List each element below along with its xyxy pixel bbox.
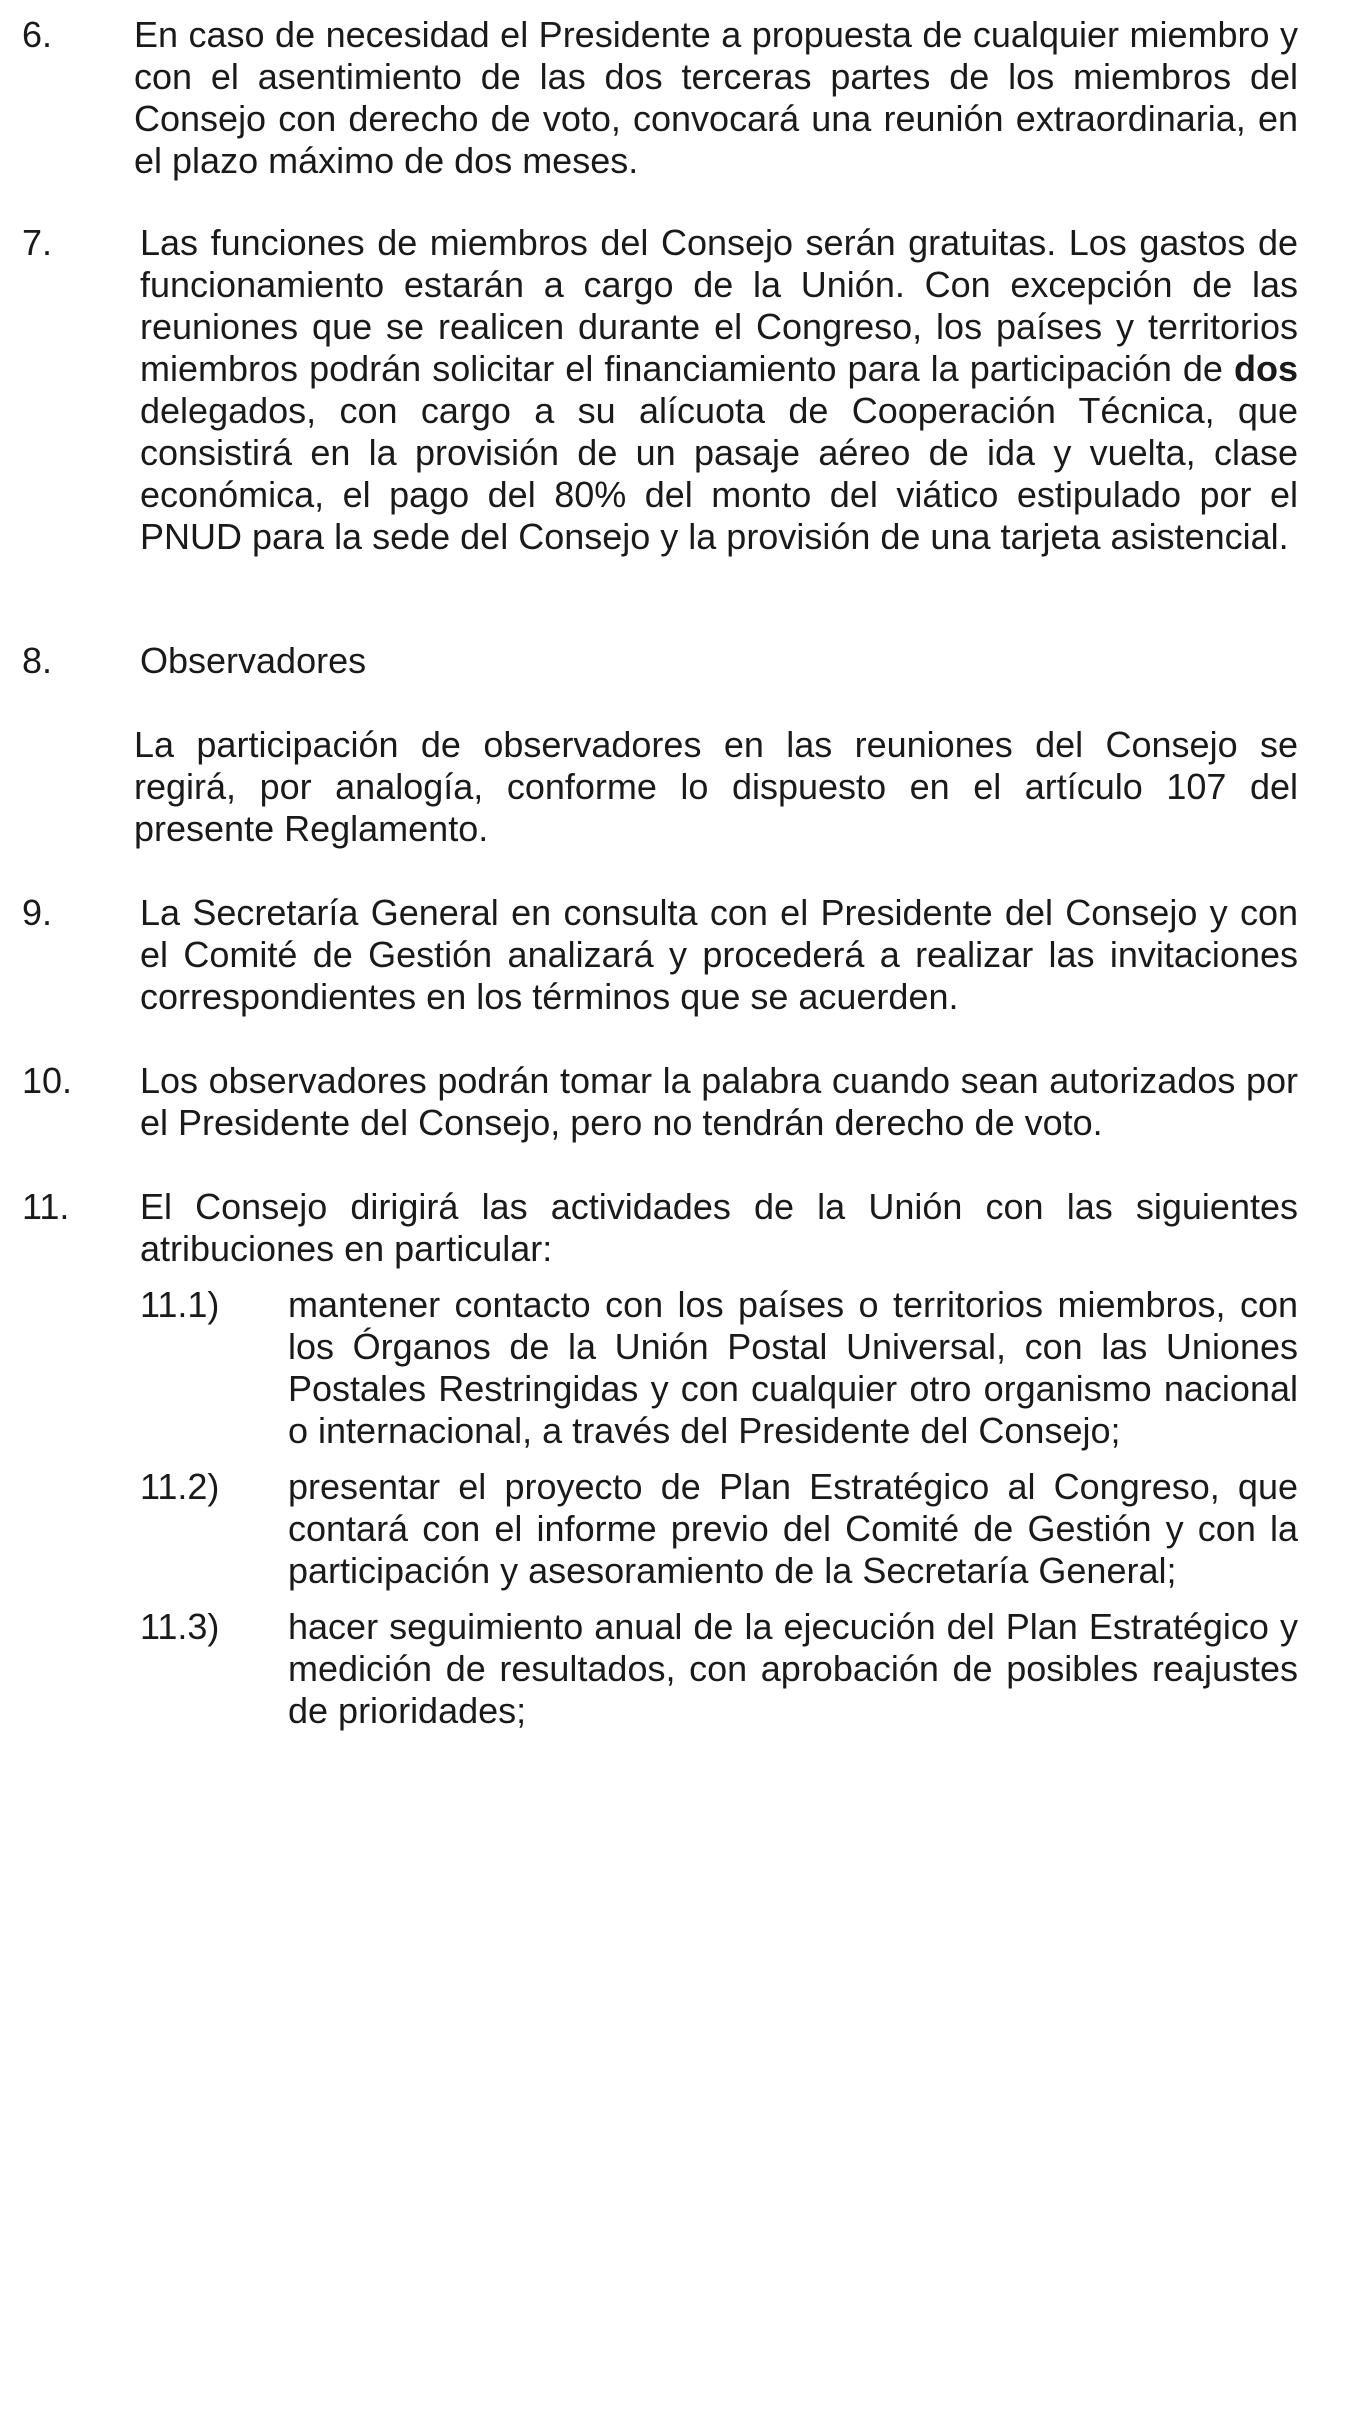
paragraph-number: 10. bbox=[22, 1060, 73, 1101]
paragraph-text bbox=[140, 1060, 1298, 1144]
subparagraph-11-2-text: presentar el proyecto de Plan Estratégico al Congreso, que contará con el informe previo del Comité de Gestión y con la participación y asesoramiento de la Secretaría General; bbox=[288, 1466, 1298, 1591]
paragraph-number: 9. bbox=[22, 892, 53, 933]
paragraph-number: 8. bbox=[22, 640, 53, 681]
observadores-heading: Observadores bbox=[140, 640, 367, 681]
paragraph-10-text: Los observadores podrán tomar la palabra cuando sean autorizados por el Presidente del Consejo, pero no tendrán derecho de voto. bbox=[140, 1060, 1298, 1143]
subparagraph-text bbox=[288, 1466, 1298, 1592]
paragraph-text bbox=[140, 1186, 1298, 1270]
paragraph-text bbox=[134, 14, 1298, 182]
paragraph-11-text: El Consejo dirigirá las actividades de la Unión con las siguientes atribuciones en particular: bbox=[140, 1186, 1298, 1269]
paragraph-number: 7. bbox=[22, 222, 53, 263]
subparagraph-number: 11.1) bbox=[140, 1284, 220, 1325]
paragraph-number: 6. bbox=[22, 14, 53, 55]
section-heading bbox=[140, 640, 1298, 682]
text-segment: delegados, con cargo a su alícuota de Cooperación Técnica, que consistirá en la provisión de un pasaje aéreo de ida y vuelta, clase económica, el pago del 80% del monto del viático estipulado por el PNUD para la sede del Consejo y la provisión de una tarjeta asistencial. bbox=[140, 390, 1298, 557]
subparagraph-11-3-text: hacer seguimiento anual de la ejecución del Plan Estratégico y medición de resultados, con aprobación de posibles reajustes de prioridades; bbox=[288, 1606, 1298, 1731]
paragraph-text bbox=[134, 724, 1298, 850]
paragraph-7-text bbox=[140, 222, 1298, 558]
subparagraph-number: 11.2) bbox=[140, 1466, 220, 1507]
paragraph-9-text: La Secretaría General en consulta con el Presidente del Consejo y con el Comité de Gestión analizará y procederá a realizar las invitaciones correspondientes en los términos que se acuerden. bbox=[140, 892, 1298, 1017]
bold-text: dos bbox=[1233, 348, 1298, 389]
subparagraph-number: 11.3) bbox=[140, 1606, 220, 1647]
subparagraph-11-1-text: mantener contacto con los países o territorios miembros, con los Órganos de la Unión Postal Universal, con las Uniones Postales Restringidas y con cualquier otro organismo nacional o internacional, a través del Presidente del Consejo; bbox=[288, 1284, 1298, 1451]
subparagraph-text bbox=[288, 1284, 1298, 1452]
paragraph-text bbox=[140, 892, 1298, 1018]
paragraph-6-text: En caso de necesidad el Presidente a propuesta de cualquier miembro y con el asentimiento de las dos terceras partes de los miembros del Consejo con derecho de voto, convocará una reunión extraordinaria, en el plazo máximo de dos meses. bbox=[134, 14, 1298, 181]
paragraph-text bbox=[140, 222, 1298, 558]
text-segment: Las funciones de miembros del Consejo serán gratuitas. Los gastos de funcionamiento estarán a cargo de la Unión. Con excepción de las reuniones que se realicen durante el Congreso, los países y territorios miembros podrán solicitar el financiamiento para la participación de bbox=[140, 222, 1298, 389]
paragraph-number: 11. bbox=[22, 1186, 70, 1227]
subparagraph-text bbox=[288, 1606, 1298, 1732]
paragraph-8-text: La participación de observadores en las reuniones del Consejo se regirá, por analogía, conforme lo dispuesto en el artículo 107 del presente Reglamento. bbox=[134, 724, 1298, 849]
